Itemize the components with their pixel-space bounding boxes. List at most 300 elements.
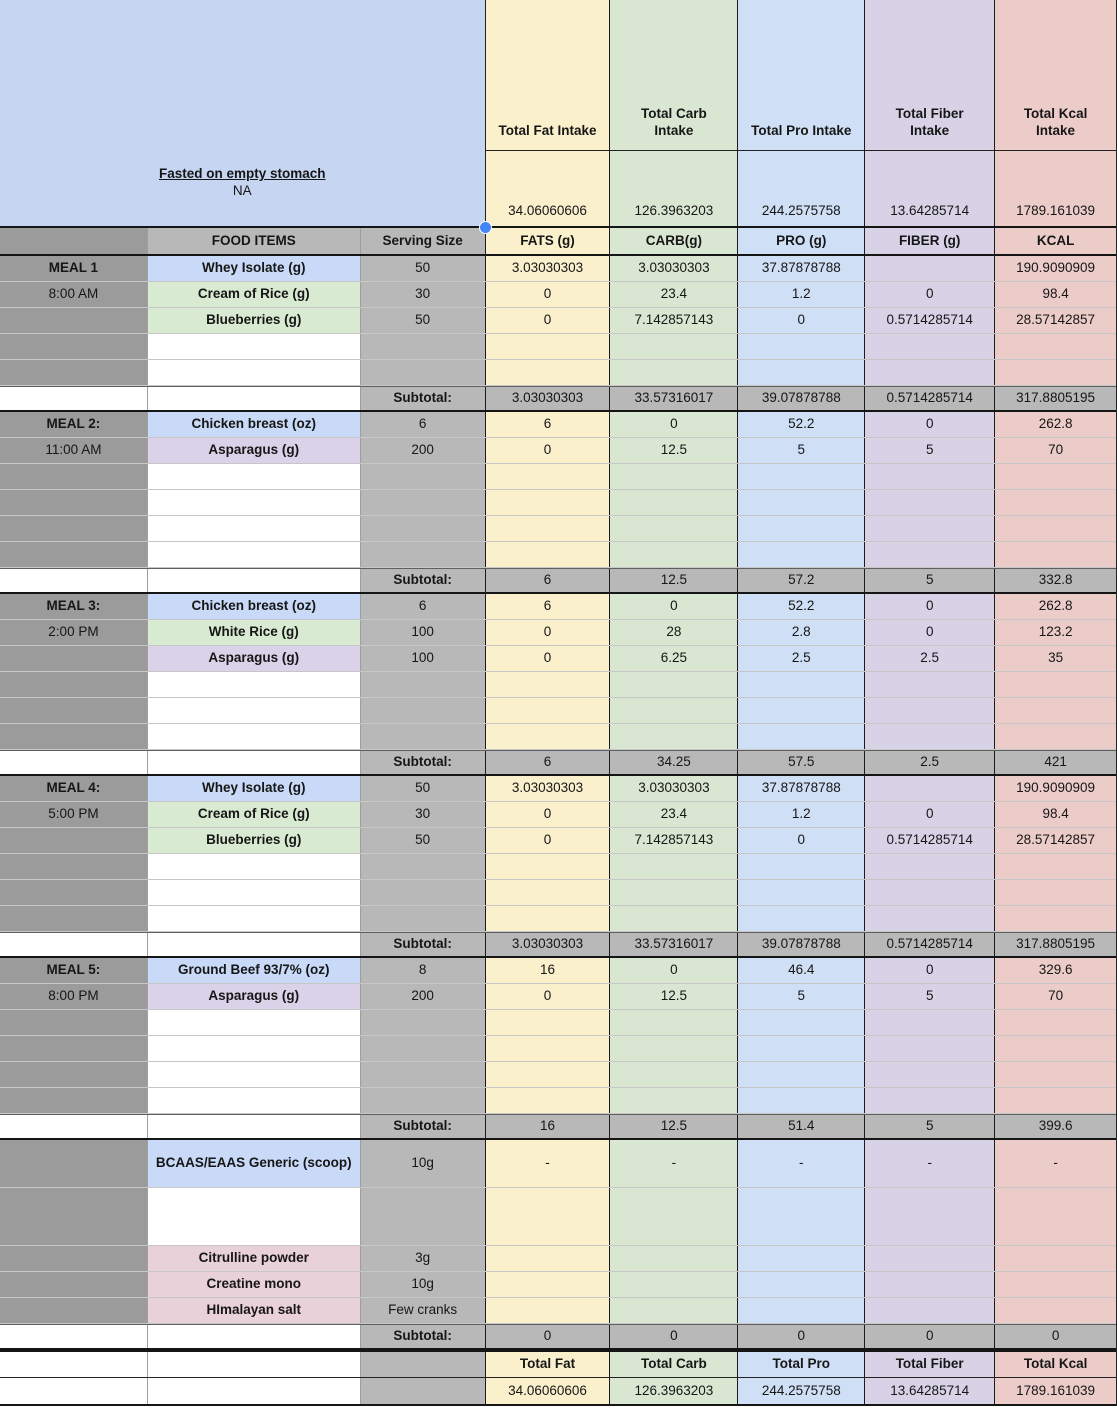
nutrient-value-cell[interactable] — [865, 854, 995, 879]
nutrient-value-cell[interactable] — [610, 672, 738, 697]
empty-food-cell[interactable] — [148, 464, 361, 489]
meal-spacer-cell[interactable] — [0, 1188, 148, 1245]
nutrient-value-cell[interactable] — [610, 880, 738, 905]
subtotal-value-cell[interactable]: 0.5714285714 — [865, 933, 995, 956]
nutrient-value-cell[interactable]: 5 — [865, 984, 995, 1009]
serving-size-cell[interactable] — [361, 516, 486, 541]
serving-size-cell[interactable]: 30 — [361, 282, 486, 307]
subtotal-label-cell[interactable]: Subtotal: — [361, 387, 486, 410]
total-pro-intake-value[interactable]: 244.2575758 — [761, 203, 841, 219]
nutrient-value-cell[interactable] — [486, 464, 611, 489]
grand-total-carb-label[interactable]: Total Carb — [610, 1352, 738, 1377]
meal-spacer-cell[interactable] — [0, 646, 148, 671]
nutrient-value-cell[interactable] — [738, 360, 865, 385]
food-item-cell[interactable]: Asparagus (g) — [148, 438, 361, 463]
subtotal-label-cell[interactable]: Subtotal: — [361, 751, 486, 774]
meal-name-cell[interactable]: MEAL 2: — [0, 412, 148, 437]
nutrient-value-cell[interactable] — [486, 334, 611, 359]
empty-food-cell[interactable] — [148, 698, 361, 723]
food-item-cell[interactable]: Chicken breast (oz) — [148, 594, 361, 619]
serving-size-cell[interactable] — [361, 490, 486, 515]
nutrient-value-cell[interactable] — [995, 490, 1116, 515]
nutrient-value-cell[interactable] — [486, 698, 611, 723]
nutrient-value-cell[interactable] — [610, 1088, 738, 1113]
corner-header-cell[interactable] — [0, 228, 148, 254]
nutrient-value-cell[interactable]: 35 — [995, 646, 1116, 671]
nutrient-value-cell[interactable]: 3.03030303 — [486, 776, 611, 801]
meal-spacer-cell[interactable] — [0, 1325, 148, 1348]
empty-food-cell[interactable] — [148, 1088, 361, 1113]
empty-food-cell[interactable] — [148, 569, 361, 592]
serving-size-cell[interactable]: 100 — [361, 646, 486, 671]
subtotal-value-cell[interactable]: 0.5714285714 — [865, 387, 995, 410]
food-item-cell[interactable]: Whey Isolate (g) — [148, 776, 361, 801]
subtotal-value-cell[interactable]: 51.4 — [738, 1115, 865, 1138]
nutrient-value-cell[interactable] — [995, 698, 1116, 723]
nutrient-value-cell[interactable] — [865, 776, 995, 801]
subtotal-value-cell[interactable]: 5 — [865, 569, 995, 592]
subtotal-value-cell[interactable]: 3.03030303 — [486, 387, 611, 410]
grand-total-fat-label[interactable]: Total Fat — [486, 1352, 611, 1377]
subtotal-value-cell[interactable]: 6 — [486, 569, 611, 592]
empty-food-cell[interactable] — [148, 1188, 361, 1245]
nutrient-value-cell[interactable]: 37.87878788 — [738, 256, 865, 281]
nutrient-value-cell[interactable] — [995, 724, 1116, 749]
nutrient-value-cell[interactable] — [738, 1036, 865, 1061]
fasted-note-cell[interactable] — [0, 0, 486, 226]
supplement-value-cell[interactable]: - — [610, 1140, 738, 1187]
nutrient-value-cell[interactable]: 2.8 — [738, 620, 865, 645]
nutrient-value-cell[interactable]: 3.03030303 — [610, 256, 738, 281]
empty-food-cell[interactable] — [148, 387, 361, 410]
serving-size-cell[interactable] — [361, 854, 486, 879]
nutrient-value-cell[interactable] — [610, 464, 738, 489]
meal-spacer-cell[interactable] — [0, 1246, 148, 1271]
subtotal-value-cell[interactable]: 3.03030303 — [486, 933, 611, 956]
nutrient-value-cell[interactable]: 98.4 — [995, 282, 1116, 307]
nutrient-value-cell[interactable] — [995, 672, 1116, 697]
supplement-value-cell[interactable]: - — [995, 1140, 1116, 1187]
nutrient-value-cell[interactable] — [738, 1062, 865, 1087]
supplement-value-cell[interactable] — [610, 1298, 738, 1323]
meal-spacer-cell[interactable] — [0, 854, 148, 879]
nutrient-value-cell[interactable] — [738, 1088, 865, 1113]
empty-food-cell[interactable] — [148, 751, 361, 774]
nutrient-value-cell[interactable]: 98.4 — [995, 802, 1116, 827]
nutrient-value-cell[interactable]: 262.8 — [995, 412, 1116, 437]
food-item-cell[interactable]: Cream of Rice (g) — [148, 802, 361, 827]
nutrient-value-cell[interactable]: 28.57142857 — [995, 308, 1116, 333]
subtotal-value-cell[interactable]: 16 — [486, 1115, 611, 1138]
nutrient-value-cell[interactable]: 23.4 — [610, 282, 738, 307]
nutrient-value-cell[interactable]: 5 — [865, 438, 995, 463]
empty-food-cell[interactable] — [148, 1115, 361, 1138]
kcal-header[interactable]: KCAL — [995, 228, 1116, 254]
nutrient-value-cell[interactable] — [865, 906, 995, 931]
nutrient-value-cell[interactable]: 262.8 — [995, 594, 1116, 619]
serving-size-cell[interactable]: Few cranks — [361, 1298, 486, 1323]
nutrient-value-cell[interactable]: 46.4 — [738, 958, 865, 983]
nutrient-value-cell[interactable] — [738, 1010, 865, 1035]
nutrient-value-cell[interactable]: 1.2 — [738, 802, 865, 827]
meal-spacer-cell[interactable] — [0, 464, 148, 489]
empty-food-cell[interactable] — [148, 1036, 361, 1061]
nutrient-value-cell[interactable] — [865, 360, 995, 385]
supplement-value-cell[interactable] — [486, 1188, 611, 1245]
nutrient-value-cell[interactable] — [610, 854, 738, 879]
total-fat-intake-value[interactable]: 34.06060606 — [508, 203, 587, 219]
fats-header[interactable]: FATS (g) — [486, 228, 611, 254]
meal-spacer-cell[interactable] — [0, 1115, 148, 1138]
serving-size-cell[interactable] — [361, 542, 486, 567]
serving-size-cell[interactable] — [361, 1010, 486, 1035]
subtotal-value-cell[interactable]: 33.57316017 — [610, 387, 738, 410]
meal-spacer-cell[interactable] — [0, 569, 148, 592]
nutrient-value-cell[interactable] — [995, 360, 1116, 385]
nutrient-value-cell[interactable] — [995, 854, 1116, 879]
nutrient-value-cell[interactable]: 0 — [610, 594, 738, 619]
supplement-value-cell[interactable] — [738, 1246, 865, 1271]
nutrient-value-cell[interactable] — [865, 516, 995, 541]
supplement-value-cell[interactable] — [486, 1272, 611, 1297]
meal-time-cell[interactable]: 8:00 PM — [0, 984, 148, 1009]
nutrient-value-cell[interactable]: 12.5 — [610, 984, 738, 1009]
empty-food-cell[interactable] — [148, 1010, 361, 1035]
meal-spacer-cell[interactable] — [0, 360, 148, 385]
serving-size-cell[interactable]: 6 — [361, 594, 486, 619]
serving-size-cell[interactable] — [361, 1378, 486, 1404]
supplement-value-cell[interactable] — [995, 1188, 1116, 1245]
nutrient-value-cell[interactable] — [865, 1036, 995, 1061]
nutrient-value-cell[interactable] — [995, 1010, 1116, 1035]
empty-food-cell[interactable] — [148, 542, 361, 567]
nutrient-value-cell[interactable] — [995, 516, 1116, 541]
supplement-value-cell[interactable] — [738, 1188, 865, 1245]
subtotal-value-cell[interactable]: 2.5 — [865, 751, 995, 774]
nutrient-value-cell[interactable] — [865, 464, 995, 489]
meal-name-cell[interactable]: MEAL 5: — [0, 958, 148, 983]
nutrient-value-cell[interactable]: 6 — [486, 594, 611, 619]
nutrient-value-cell[interactable]: 12.5 — [610, 438, 738, 463]
subtotal-label-cell[interactable]: Subtotal: — [361, 1325, 486, 1348]
grand-total-fiber-value[interactable]: 13.64285714 — [865, 1378, 995, 1404]
nutrient-value-cell[interactable]: 0 — [610, 958, 738, 983]
nutrient-value-cell[interactable] — [995, 1036, 1116, 1061]
serving-size-header[interactable]: Serving Size — [361, 228, 486, 254]
grand-total-kcal-value[interactable]: 1789.161039 — [995, 1378, 1116, 1404]
nutrient-value-cell[interactable] — [865, 698, 995, 723]
nutrient-value-cell[interactable]: 5 — [738, 984, 865, 1009]
subtotal-value-cell[interactable]: 317.8805195 — [995, 387, 1116, 410]
empty-food-cell[interactable] — [148, 1352, 361, 1377]
supplement-value-cell[interactable] — [486, 1298, 611, 1323]
nutrient-value-cell[interactable]: 190.9090909 — [995, 256, 1116, 281]
nutrient-value-cell[interactable]: 23.4 — [610, 802, 738, 827]
meal-time-cell[interactable]: 5:00 PM — [0, 802, 148, 827]
food-item-cell[interactable]: Asparagus (g) — [148, 646, 361, 671]
serving-size-cell[interactable] — [361, 880, 486, 905]
nutrient-value-cell[interactable] — [995, 464, 1116, 489]
meal-spacer-cell[interactable] — [0, 334, 148, 359]
meal-spacer-cell[interactable] — [0, 880, 148, 905]
total-carb-intake-value[interactable]: 126.3963203 — [634, 203, 714, 219]
subtotal-value-cell[interactable]: 39.07878788 — [738, 933, 865, 956]
meal-spacer-cell[interactable] — [0, 308, 148, 333]
meal-spacer-cell[interactable] — [0, 516, 148, 541]
nutrient-value-cell[interactable] — [610, 516, 738, 541]
nutrient-value-cell[interactable]: 3.03030303 — [610, 776, 738, 801]
nutrient-value-cell[interactable]: 0 — [738, 828, 865, 853]
nutrient-value-cell[interactable] — [486, 1036, 611, 1061]
nutrient-value-cell[interactable]: 5 — [738, 438, 865, 463]
serving-size-cell[interactable] — [361, 1062, 486, 1087]
nutrient-value-cell[interactable] — [738, 334, 865, 359]
nutrient-value-cell[interactable] — [865, 1088, 995, 1113]
subtotal-value-cell[interactable]: 33.57316017 — [610, 933, 738, 956]
empty-food-cell[interactable] — [148, 854, 361, 879]
nutrient-value-cell[interactable] — [738, 698, 865, 723]
nutrient-value-cell[interactable]: 7.142857143 — [610, 308, 738, 333]
subtotal-value-cell[interactable]: 57.2 — [738, 569, 865, 592]
empty-food-cell[interactable] — [148, 1325, 361, 1348]
nutrient-value-cell[interactable] — [738, 906, 865, 931]
serving-size-cell[interactable] — [361, 334, 486, 359]
nutrient-value-cell[interactable] — [995, 334, 1116, 359]
meal-spacer-cell[interactable] — [0, 1298, 148, 1323]
meal-spacer-cell[interactable] — [0, 1378, 148, 1404]
meal-spacer-cell[interactable] — [0, 1062, 148, 1087]
nutrient-value-cell[interactable] — [738, 854, 865, 879]
nutrient-value-cell[interactable] — [995, 880, 1116, 905]
subtotal-value-cell[interactable]: 34.25 — [610, 751, 738, 774]
total-fat-intake-title[interactable]: Total Fat Intake — [486, 0, 610, 151]
nutrient-value-cell[interactable]: 0.5714285714 — [865, 828, 995, 853]
meal-time-cell[interactable]: 2:00 PM — [0, 620, 148, 645]
supplement-value-cell[interactable] — [486, 1246, 611, 1271]
nutrient-value-cell[interactable] — [865, 1062, 995, 1087]
nutrient-value-cell[interactable] — [610, 1036, 738, 1061]
food-item-cell[interactable]: Creatine mono — [148, 1272, 361, 1297]
supplement-value-cell[interactable]: - — [865, 1140, 995, 1187]
subtotal-value-cell[interactable]: 0 — [865, 1325, 995, 1348]
meal-spacer-cell[interactable] — [0, 1272, 148, 1297]
food-item-cell[interactable]: Citrulline powder — [148, 1246, 361, 1271]
serving-size-cell[interactable] — [361, 464, 486, 489]
nutrient-value-cell[interactable] — [610, 698, 738, 723]
nutrient-value-cell[interactable]: 0 — [865, 620, 995, 645]
meal-spacer-cell[interactable] — [0, 387, 148, 410]
serving-size-cell[interactable]: 200 — [361, 984, 486, 1009]
nutrient-value-cell[interactable] — [486, 1088, 611, 1113]
nutrient-value-cell[interactable] — [486, 880, 611, 905]
empty-food-cell[interactable] — [148, 933, 361, 956]
nutrient-value-cell[interactable]: 2.5 — [865, 646, 995, 671]
total-kcal-intake-title[interactable]: Total Kcal Intake — [995, 0, 1116, 151]
supplement-value-cell[interactable] — [865, 1272, 995, 1297]
empty-food-cell[interactable] — [148, 724, 361, 749]
nutrient-value-cell[interactable]: 6.25 — [610, 646, 738, 671]
supplement-value-cell[interactable] — [738, 1298, 865, 1323]
nutrient-value-cell[interactable] — [486, 542, 611, 567]
nutrient-value-cell[interactable]: 123.2 — [995, 620, 1116, 645]
empty-food-cell[interactable] — [148, 672, 361, 697]
subtotal-value-cell[interactable]: 332.8 — [995, 569, 1116, 592]
empty-food-cell[interactable] — [148, 334, 361, 359]
nutrient-value-cell[interactable] — [865, 542, 995, 567]
food-item-cell[interactable]: BCAAS/EAAS Generic (scoop) — [148, 1140, 361, 1187]
supplement-value-cell[interactable] — [995, 1272, 1116, 1297]
grand-total-pro-value[interactable]: 244.2575758 — [738, 1378, 865, 1404]
serving-size-cell[interactable] — [361, 360, 486, 385]
serving-size-cell[interactable]: 10g — [361, 1140, 486, 1187]
supplement-value-cell[interactable] — [738, 1272, 865, 1297]
nutrient-value-cell[interactable]: 2.5 — [738, 646, 865, 671]
supplement-value-cell[interactable] — [865, 1188, 995, 1245]
subtotal-value-cell[interactable]: 12.5 — [610, 1115, 738, 1138]
nutrient-value-cell[interactable]: 70 — [995, 984, 1116, 1009]
meal-spacer-cell[interactable] — [0, 1036, 148, 1061]
carb-header[interactable]: CARB(g) — [610, 228, 738, 254]
food-items-header[interactable]: FOOD ITEMS — [148, 228, 361, 254]
nutrient-value-cell[interactable] — [865, 672, 995, 697]
subtotal-value-cell[interactable]: 0 — [486, 1325, 611, 1348]
total-fiber-intake-value[interactable]: 13.64285714 — [890, 203, 970, 219]
food-item-cell[interactable]: Blueberries (g) — [148, 828, 361, 853]
nutrient-value-cell[interactable] — [610, 724, 738, 749]
serving-size-cell[interactable] — [361, 698, 486, 723]
nutrient-value-cell[interactable] — [486, 906, 611, 931]
nutrient-value-cell[interactable]: 37.87878788 — [738, 776, 865, 801]
selection-handle-dot[interactable] — [479, 221, 492, 234]
subtotal-value-cell[interactable]: 57.5 — [738, 751, 865, 774]
meal-name-cell[interactable]: MEAL 1 — [0, 256, 148, 281]
meal-spacer-cell[interactable] — [0, 1088, 148, 1113]
supplement-value-cell[interactable] — [995, 1298, 1116, 1323]
empty-food-cell[interactable] — [148, 360, 361, 385]
supplement-value-cell[interactable] — [610, 1188, 738, 1245]
subtotal-value-cell[interactable]: 0 — [610, 1325, 738, 1348]
meal-time-cell[interactable]: 11:00 AM — [0, 438, 148, 463]
serving-size-cell[interactable]: 50 — [361, 256, 486, 281]
nutrient-value-cell[interactable] — [865, 880, 995, 905]
grand-total-carb-value[interactable]: 126.3963203 — [610, 1378, 738, 1404]
subtotal-value-cell[interactable]: 317.8805195 — [995, 933, 1116, 956]
food-item-cell[interactable]: White Rice (g) — [148, 620, 361, 645]
nutrient-value-cell[interactable] — [610, 334, 738, 359]
supplement-value-cell[interactable] — [995, 1246, 1116, 1271]
nutrient-value-cell[interactable] — [610, 1010, 738, 1035]
nutrient-value-cell[interactable]: 0 — [865, 282, 995, 307]
meal-spacer-cell[interactable] — [0, 1352, 148, 1377]
nutrient-value-cell[interactable]: 0 — [486, 620, 611, 645]
supplement-value-cell[interactable] — [610, 1246, 738, 1271]
nutrient-value-cell[interactable] — [995, 1062, 1116, 1087]
food-item-cell[interactable]: Ground Beef 93/7% (oz) — [148, 958, 361, 983]
serving-size-cell[interactable] — [361, 1088, 486, 1113]
empty-food-cell[interactable] — [148, 880, 361, 905]
food-item-cell[interactable]: Asparagus (g) — [148, 984, 361, 1009]
serving-size-cell[interactable] — [361, 672, 486, 697]
nutrient-value-cell[interactable] — [610, 906, 738, 931]
meal-spacer-cell[interactable] — [0, 698, 148, 723]
supplement-value-cell[interactable]: - — [486, 1140, 611, 1187]
nutrient-value-cell[interactable] — [738, 542, 865, 567]
subtotal-value-cell[interactable]: 0 — [738, 1325, 865, 1348]
serving-size-cell[interactable] — [361, 1036, 486, 1061]
subtotal-value-cell[interactable]: 5 — [865, 1115, 995, 1138]
grand-total-pro-label[interactable]: Total Pro — [738, 1352, 865, 1377]
nutrient-value-cell[interactable] — [486, 360, 611, 385]
subtotal-value-cell[interactable]: 39.07878788 — [738, 387, 865, 410]
subtotal-value-cell[interactable]: 0 — [995, 1325, 1116, 1348]
nutrient-value-cell[interactable]: 0 — [865, 802, 995, 827]
nutrient-value-cell[interactable] — [486, 854, 611, 879]
nutrient-value-cell[interactable]: 0 — [738, 308, 865, 333]
supplement-value-cell[interactable] — [865, 1246, 995, 1271]
food-item-cell[interactable]: Whey Isolate (g) — [148, 256, 361, 281]
nutrient-value-cell[interactable]: 28.57142857 — [995, 828, 1116, 853]
serving-size-cell[interactable] — [361, 1352, 486, 1377]
food-item-cell[interactable]: HImalayan salt — [148, 1298, 361, 1323]
serving-size-cell[interactable]: 100 — [361, 620, 486, 645]
subtotal-label-cell[interactable]: Subtotal: — [361, 933, 486, 956]
subtotal-label-cell[interactable]: Subtotal: — [361, 569, 486, 592]
serving-size-cell[interactable]: 50 — [361, 308, 486, 333]
total-carb-intake-title[interactable]: Total Carb Intake — [610, 0, 737, 151]
serving-size-cell[interactable]: 50 — [361, 776, 486, 801]
total-pro-intake-title[interactable]: Total Pro Intake — [738, 0, 864, 151]
nutrient-value-cell[interactable]: 0 — [486, 282, 611, 307]
serving-size-cell[interactable]: 30 — [361, 802, 486, 827]
nutrient-value-cell[interactable]: 0 — [486, 828, 611, 853]
nutrient-value-cell[interactable] — [865, 724, 995, 749]
meal-spacer-cell[interactable] — [0, 672, 148, 697]
subtotal-label-cell[interactable]: Subtotal: — [361, 1115, 486, 1138]
nutrient-value-cell[interactable] — [738, 464, 865, 489]
empty-food-cell[interactable] — [148, 906, 361, 931]
supplement-value-cell[interactable]: - — [738, 1140, 865, 1187]
serving-size-cell[interactable] — [361, 724, 486, 749]
meal-spacer-cell[interactable] — [0, 751, 148, 774]
nutrient-value-cell[interactable] — [486, 490, 611, 515]
nutrient-value-cell[interactable]: 0 — [486, 984, 611, 1009]
nutrient-value-cell[interactable]: 0 — [486, 308, 611, 333]
nutrient-value-cell[interactable]: 3.03030303 — [486, 256, 611, 281]
pro-header[interactable]: PRO (g) — [738, 228, 865, 254]
nutrient-value-cell[interactable] — [610, 542, 738, 567]
nutrient-value-cell[interactable] — [865, 490, 995, 515]
subtotal-value-cell[interactable]: 421 — [995, 751, 1116, 774]
nutrient-value-cell[interactable]: 0 — [865, 412, 995, 437]
meal-time-cell[interactable]: 8:00 AM — [0, 282, 148, 307]
nutrient-value-cell[interactable]: 0 — [610, 412, 738, 437]
nutrient-value-cell[interactable] — [738, 672, 865, 697]
nutrient-value-cell[interactable]: 0 — [865, 594, 995, 619]
nutrient-value-cell[interactable]: 329.6 — [995, 958, 1116, 983]
total-kcal-intake-value[interactable]: 1789.161039 — [1016, 203, 1095, 219]
nutrient-value-cell[interactable] — [865, 334, 995, 359]
grand-total-kcal-label[interactable]: Total Kcal — [995, 1352, 1116, 1377]
food-item-cell[interactable]: Blueberries (g) — [148, 308, 361, 333]
nutrient-value-cell[interactable]: 1.2 — [738, 282, 865, 307]
supplement-value-cell[interactable] — [610, 1272, 738, 1297]
total-fiber-intake-title[interactable]: Total Fiber Intake — [865, 0, 994, 151]
nutrient-value-cell[interactable]: 0 — [865, 958, 995, 983]
nutrient-value-cell[interactable] — [610, 360, 738, 385]
meal-spacer-cell[interactable] — [0, 490, 148, 515]
nutrient-value-cell[interactable]: 28 — [610, 620, 738, 645]
serving-size-cell[interactable]: 50 — [361, 828, 486, 853]
